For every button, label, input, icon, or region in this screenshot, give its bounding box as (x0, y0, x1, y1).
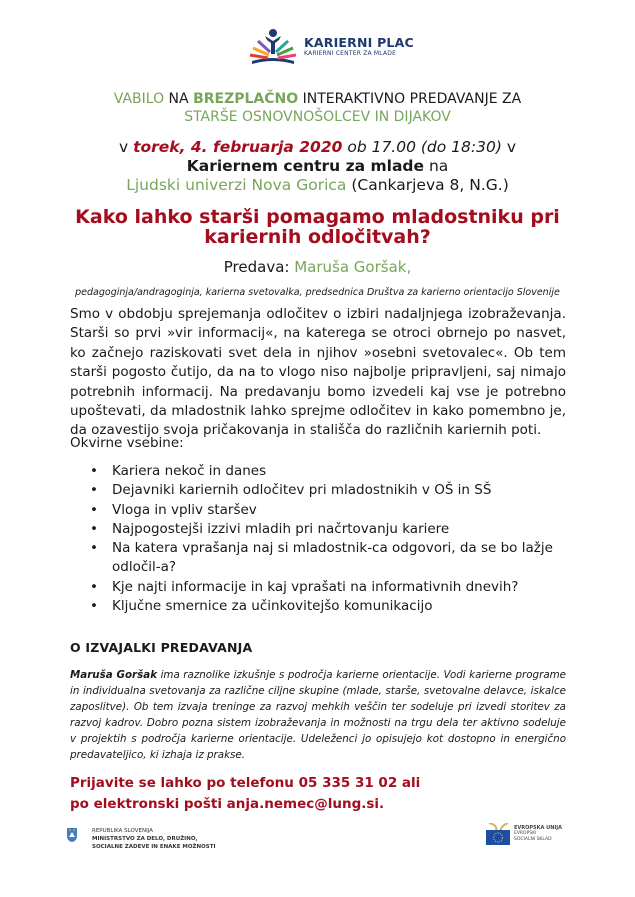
topic-item: • Dejavniki kariernih odločitev pri mladostnikih v OŠ in SŠ (90, 481, 580, 500)
karierni-plac-logo (246, 27, 414, 67)
eu-logo (486, 823, 562, 845)
topic-item: • Kje najti informacije in kaj vprašati na informativnih dnevih? (90, 578, 580, 597)
topic-item: • Ključne smernice za učinkovitejšo komunikacijo (90, 597, 580, 616)
topic-item: • Na katera vprašanja naj si mladostnik-ca odgovori, da se bo lažje odločil-a? (90, 539, 580, 578)
registration-contact (70, 773, 420, 815)
lecture-title-line1: Kako lahko starši pomagamo mladostniku pri (75, 206, 560, 228)
invitation-word-rest: INTERAKTIVNO PREDAVANJE ZA (298, 91, 522, 107)
ministry-line2: MINISTRSTVO ZA DELO, DRUŽINO, (92, 836, 198, 842)
invitation-audience: STARŠE OSNOVNOŠOLCEV IN DIJAKOV (184, 109, 451, 125)
invitation-word-vabilo: VABILO (113, 91, 165, 107)
eu-line1: EVROPSKA UNIJA (514, 825, 562, 831)
topics-list (90, 462, 580, 616)
contact-phone-line: Prijavite se lahko po telefonu 05 335 31 02 ali (70, 775, 421, 791)
event-institution: Ljudski univerzi Nova Gorica (126, 176, 347, 194)
event-address: (Cankarjeva 8, N.G.) (346, 176, 509, 194)
topic-item: • Najpogostejši izzivi mladih pri načrtovanju kariere (90, 520, 580, 539)
slovenia-coat-of-arms-icon (66, 827, 78, 843)
book-person-icon (246, 27, 300, 67)
eu-line3: SOCIALNI SKLAD (514, 837, 552, 842)
about-text: ima raznolike izkušnje s področja karierne orientacije. Vodi karierne programe in individualna svetovanja za različne ciljne skupine (mlade, starše, svetovalne delavce, iskalce zaposlitve). Ob tem izvaja treninge za razvoj mehkih veščin ter sodeluje pri izvedi storitev za razvoj kadrov. Dobro pozna sistem izobraževanja in možnosti na trgu dela ter aktivno sodeluje v projektih s področja karierne orientacije. Udeleženci jo opisujejo kot dostopno in energično predavateljico, ki izhaja iz prakse. (70, 669, 566, 761)
ministry-line1: REPUBLIKA SLOVENIJA (92, 828, 153, 834)
invitation-word-na: NA (164, 91, 194, 107)
event-venue: Kariernem centru za mlade (186, 157, 425, 175)
speaker-name: Maruša Goršak, (294, 258, 412, 276)
event-date: torek, 4. februarja 2020 (133, 138, 343, 156)
speaker-line (0, 258, 635, 277)
event-prefix: v (118, 138, 134, 156)
event-suffix: v (501, 138, 517, 156)
intro-paragraph: Smo v obdobju sprejemanja odločitev o izbiri nadaljnjega izobraževanja. Starši so prvi »vir informacij«, na katerega se otroci obrnejo po nasvet, ko začnejo raziskovati svet dela in njihov »osebni svetovalec«. Ob tem starši pogosto čutijo, da na to vlogo niso najbolje pripravljeni, saj nimajo potrebnih informacij. Na predavanju bomo izvedeli kaj vse je potrebno upoštevati, da mladostnik lahko sprejme odločitev in kako pomembno je, da ozavestijo svoja pričakovanja in stališča do različnih kariernih poti. (70, 306, 566, 439)
event-details (0, 138, 635, 195)
speaker-label: Predava: (223, 258, 295, 276)
logo-title: KARIERNI PLAC (304, 35, 414, 50)
event-venue-na: na (424, 157, 449, 175)
logo-subtitle: KARIERNI CENTER ZA MLADE (304, 50, 397, 57)
invitation-word-free: BREZPLAČNO (193, 91, 299, 107)
invitation-heading (0, 90, 635, 126)
event-time: ob 17.00 (do 18:30) (342, 138, 502, 156)
topic-item: • Kariera nekoč in danes (90, 462, 580, 481)
ministry-line3: SOCIALNE ZADEVE IN ENAKE MOŽNOSTI (92, 844, 216, 850)
ministry-logo (66, 827, 216, 851)
lecture-title (0, 207, 635, 247)
eu-flag-icon (486, 823, 510, 845)
topics-heading: Okvirne vsebine: (70, 435, 184, 451)
topic-item: • Vloga in vpliv staršev (90, 501, 580, 520)
contact-email-line[interactable]: po elektronski pošti anja.nemec@lung.si. (70, 796, 385, 812)
about-name: Maruša Goršak (70, 669, 158, 681)
lecture-title-line2: kariernih odločitvah? (204, 226, 431, 248)
about-heading: O IZVAJALKI PREDAVANJA (70, 640, 253, 655)
eu-line2: EVROPSKI (514, 831, 537, 836)
speaker-role: pedagoginja/andragoginja, karierna svetovalka, predsednica Društva za karierno orientacijo Slovenije (75, 287, 560, 298)
about-paragraph (70, 667, 566, 763)
